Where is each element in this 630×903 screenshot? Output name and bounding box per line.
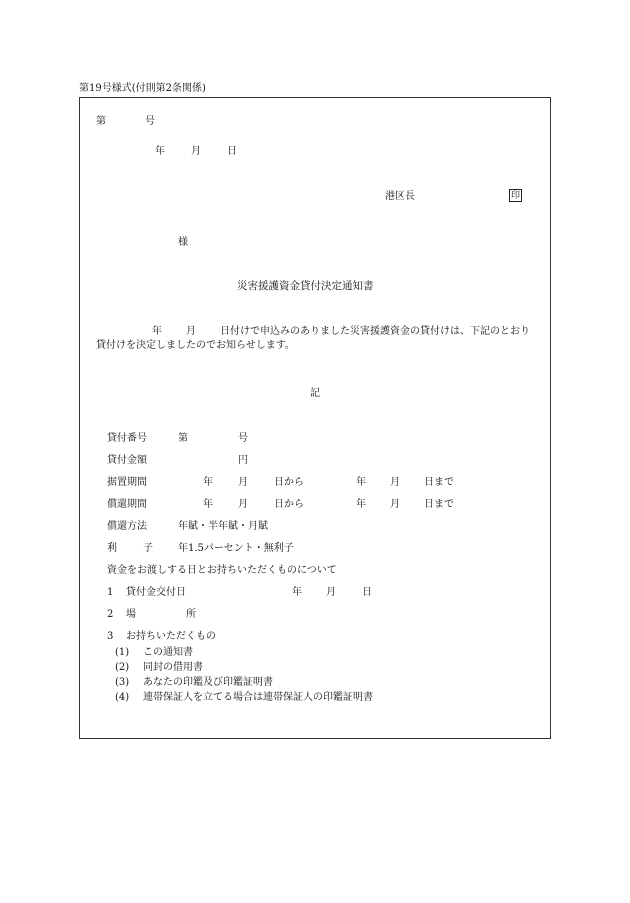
loan-amount-label: 貸付金額 — [107, 455, 147, 466]
bring-item-text: あなたの印鑑及び印鑑証明書 — [143, 677, 273, 688]
seal-mark — [509, 189, 522, 202]
bring-item-num: (2) — [115, 662, 130, 673]
bring-item-text: 連帯保証人を立てる場合は連帯保証人の印鑑証明書 — [143, 692, 373, 703]
deferment-month: 月 — [238, 477, 248, 488]
body-text: 日付けで申込みのありました災害援護資金の貸付けは、下記のとおり貸付けを決定しましたのでお知らせします。 — [96, 326, 530, 351]
bring-item-text: この通知書 — [143, 647, 193, 658]
repayment-method-label: 償還方法 — [107, 521, 147, 532]
bring-num: 3 — [107, 631, 114, 642]
date-month: 月 — [191, 146, 201, 157]
bring-item-text: 同封の借用書 — [143, 662, 203, 673]
delivery-heading: 資金をお渡しする日とお持ちいただくものについて — [107, 565, 337, 576]
notice-paragraph — [96, 325, 536, 353]
repayment-from: 日から — [274, 499, 304, 510]
repayment-method-value: 年賦・半年賦・月賦 — [178, 521, 268, 532]
repayment-month: 月 — [238, 499, 248, 510]
deferment-year: 年 — [203, 477, 213, 488]
place-num: 2 — [107, 609, 114, 620]
deferment-until: 日まで — [424, 477, 454, 488]
date-year: 年 — [155, 146, 165, 157]
seal-glyph: 印 — [510, 191, 520, 201]
deferment-month-2: 月 — [390, 477, 400, 488]
date-day: 日 — [227, 146, 237, 157]
form-number-title: 第19号様式(付則第2条関係) — [79, 83, 206, 94]
repayment-label: 償還期間 — [107, 499, 147, 510]
loan-number-label: 貸付番号 — [107, 433, 147, 444]
recipient-suffix: 様 — [178, 237, 188, 248]
repayment-month-2: 月 — [390, 499, 400, 510]
ki-heading: 記 — [310, 388, 320, 399]
loan-number-suffix: 号 — [238, 433, 248, 444]
bring-item-num: (3) — [115, 677, 130, 688]
place-label-2: 所 — [186, 609, 196, 620]
doc-number-prefix: 第 — [96, 116, 106, 127]
doc-number-suffix: 号 — [145, 116, 155, 127]
delivery-date-month: 月 — [326, 587, 336, 598]
repayment-until: 日まで — [424, 499, 454, 510]
interest-label-2: 子 — [143, 543, 153, 554]
document-title: 災害援護資金貸付決定通知書 — [237, 280, 374, 292]
deferment-year-2: 年 — [356, 477, 366, 488]
body-month: 月 — [186, 326, 196, 337]
delivery-date-num: 1 — [107, 587, 114, 598]
issuer-name: 港区長 — [385, 191, 415, 202]
deferment-label: 据置期間 — [107, 477, 147, 488]
body-year: 年 — [152, 326, 162, 337]
delivery-date-year: 年 — [292, 587, 302, 598]
interest-value: 年1.5パーセント・無利子 — [178, 543, 294, 554]
repayment-year-2: 年 — [356, 499, 366, 510]
delivery-date-day: 日 — [362, 587, 372, 598]
interest-label-1: 利 — [107, 543, 117, 554]
deferment-from: 日から — [274, 477, 304, 488]
repayment-year: 年 — [203, 499, 213, 510]
bring-item-num: (1) — [115, 647, 130, 658]
bring-item-num: (4) — [115, 692, 130, 703]
loan-number-prefix: 第 — [178, 433, 188, 444]
bring-label: お持ちいただくもの — [126, 631, 216, 642]
place-label-1: 場 — [126, 609, 136, 620]
delivery-date-label: 貸付金交付日 — [126, 587, 186, 598]
loan-amount-unit: 円 — [238, 455, 248, 466]
